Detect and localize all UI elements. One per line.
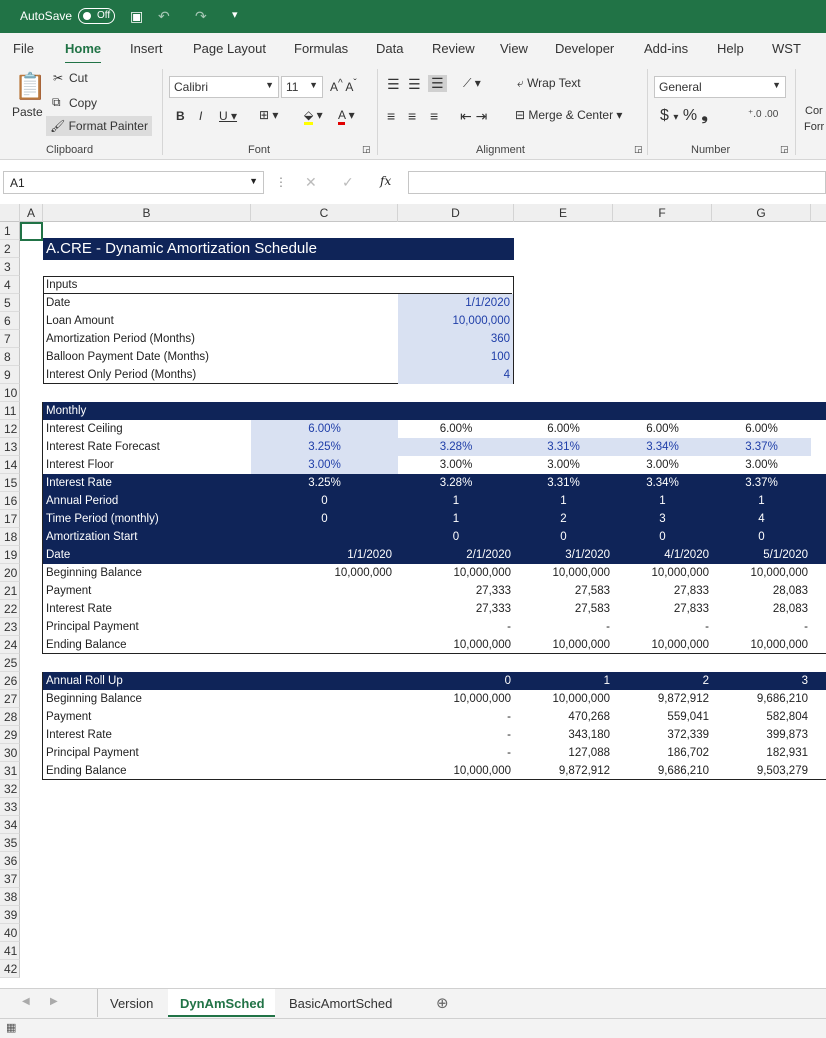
scroll-right-icon[interactable]: ▶ (50, 996, 58, 1007)
autosave-toggle[interactable]: Off (78, 8, 115, 24)
cell-c[interactable]: 3.00% (251, 456, 398, 474)
merge-center-button[interactable]: ⊟ Merge & Center ▾ (515, 108, 623, 122)
macro-record-icon[interactable]: ▦ (6, 1022, 17, 1034)
cell-f[interactable]: 0 (659, 531, 666, 543)
tab-file[interactable]: File (13, 41, 34, 56)
align-middle-icon[interactable]: ☰ (408, 76, 421, 92)
enter-icon[interactable]: ✓ (342, 174, 354, 190)
font-name-dropdown[interactable] (169, 76, 279, 98)
input-value[interactable]: 100 (398, 348, 513, 366)
input-value[interactable]: 10,000,000 (398, 312, 513, 330)
cell-g[interactable]: 182,931 (766, 747, 808, 759)
cell-c[interactable]: 3.25% (251, 438, 398, 456)
customize-qat-icon[interactable]: ▾ (232, 9, 238, 21)
cell-g[interactable]: 5/1/2020 (763, 549, 808, 561)
input-label[interactable]: Loan Amount (46, 315, 114, 327)
cell-d[interactable]: 0 (452, 531, 460, 543)
row-header[interactable]: 9 (0, 366, 20, 384)
cell-e[interactable]: 6.00% (547, 423, 580, 435)
row-header[interactable]: 24 (0, 636, 20, 654)
row-header[interactable]: 29 (0, 726, 20, 744)
sheet-tab-basicamortsched[interactable]: BasicAmortSched (289, 996, 393, 1011)
row-header[interactable]: 2 (0, 240, 20, 258)
cell-f[interactable]: 9,686,210 (657, 765, 709, 777)
input-value[interactable]: 1/1/2020 (398, 294, 513, 312)
tab-formulas[interactable]: Formulas (294, 41, 349, 56)
tab-insert[interactable]: Insert (130, 41, 163, 56)
add-sheet-icon[interactable]: ⊕ (436, 995, 449, 1012)
row-label[interactable]: Time Period (monthly) (43, 510, 251, 528)
insert-function-button[interactable]: fx (380, 174, 392, 188)
row-header[interactable]: 21 (0, 582, 20, 600)
row-header[interactable]: 4 (0, 276, 20, 294)
row-header[interactable]: 41 (0, 942, 20, 960)
row-label[interactable]: Interest Rate (46, 729, 112, 741)
increase-font-icon[interactable]: A^ $A^ˇ$ (330, 78, 357, 94)
row-header[interactable]: 13 (0, 438, 20, 456)
cell-g[interactable]: 3.00% (745, 459, 778, 471)
row-header[interactable]: 19 (0, 546, 20, 564)
input-value[interactable]: 360 (398, 330, 513, 348)
name-box[interactable] (3, 171, 264, 194)
cell-e[interactable]: 27,583 (574, 585, 610, 597)
separator (162, 69, 163, 155)
cell-d[interactable]: - (507, 747, 511, 759)
cell-f[interactable]: 6.00% (646, 423, 679, 435)
font-name-value: Calibri (174, 80, 209, 94)
copy-button[interactable]: Copy (69, 96, 98, 110)
select-all-corner[interactable] (0, 204, 20, 222)
decimal-icon[interactable]: ⁺.0 .00 (748, 109, 779, 120)
cell-d[interactable]: - (507, 711, 511, 723)
fill-color-icon[interactable]: ⬙ ▾ (304, 108, 323, 122)
cell-g[interactable]: 0 (758, 531, 765, 543)
cell-e[interactable]: 3.00% (547, 459, 580, 471)
active-cell[interactable] (20, 222, 43, 241)
row-header[interactable]: 38 (0, 888, 20, 906)
tab-home[interactable]: Home (65, 41, 102, 56)
format-painter-label: Format Painter (68, 119, 148, 133)
status-bar (0, 1018, 826, 1038)
dialog-launcher-icon[interactable]: ◲ (362, 144, 371, 154)
row-label[interactable]: Annual Period (43, 492, 251, 510)
orientation-icon[interactable]: ⟋ ▾ (463, 76, 481, 90)
row-header[interactable]: 25 (0, 654, 20, 672)
col-header-d[interactable]: D (398, 204, 514, 222)
row-header[interactable]: 32 (0, 780, 20, 798)
row-label[interactable]: Interest Floor (46, 459, 114, 471)
merge-center-label: Merge & Center (528, 108, 614, 122)
underline-icon[interactable]: U ▾ (219, 109, 238, 123)
cut-icon[interactable]: ✂ (53, 71, 64, 85)
row-header[interactable]: 12 (0, 420, 20, 438)
sheet-tabs-bar (0, 988, 826, 1018)
ribbon (0, 63, 826, 160)
cell-e[interactable]: 2 (560, 513, 567, 525)
cell-d[interactable]: - (507, 621, 511, 633)
row-label[interactable]: Amortization Start (43, 528, 251, 546)
border-bottom (42, 653, 826, 654)
row-header[interactable]: 11 (0, 402, 20, 420)
cell-c[interactable]: 6.00% (251, 420, 398, 438)
row-header[interactable]: 16 (0, 492, 20, 510)
cell-f[interactable]: 10,000,000 (651, 639, 709, 651)
sheet-tab-dynamsched[interactable]: DynAmSched (180, 996, 265, 1011)
input-label[interactable]: Interest Only Period (Months) (46, 369, 197, 381)
row-label[interactable]: Beginning Balance (46, 693, 142, 705)
cell-g[interactable]: 1 (758, 495, 765, 507)
cell-f[interactable]: 559,041 (667, 711, 709, 723)
annual-year-d[interactable]: 0 (504, 675, 511, 687)
cell-c[interactable]: 0 (321, 513, 328, 525)
cell-e[interactable]: 10,000,000 (552, 639, 610, 651)
row-header[interactable]: 42 (0, 960, 20, 978)
row-header[interactable]: 27 (0, 690, 20, 708)
row-label[interactable]: Principal Payment (46, 621, 139, 633)
row-header[interactable]: 15 (0, 474, 20, 492)
cell-c[interactable] (251, 618, 398, 636)
title-bar (0, 0, 826, 33)
cell-e[interactable]: 343,180 (568, 729, 610, 741)
cell-e[interactable]: 9,872,912 (558, 765, 610, 777)
row-label[interactable]: Interest Rate Forecast (46, 441, 160, 453)
align-center-icon[interactable]: ≡ (408, 108, 417, 124)
cell-d[interactable]: 3.28% (398, 438, 514, 456)
menu-bar (0, 33, 826, 63)
number-group-label: Number (691, 144, 731, 156)
col-header-g[interactable]: G (712, 204, 811, 222)
wrap-text-label: Wrap Text (527, 76, 581, 90)
inputs-header[interactable]: Inputs (43, 276, 512, 294)
font-group-label: Font (248, 144, 271, 156)
row-label[interactable]: Ending Balance (46, 639, 127, 651)
tab-review[interactable]: Review (432, 41, 475, 56)
cell-g[interactable]: 3.37% (745, 477, 778, 489)
align-right-icon[interactable]: ≡ (430, 108, 439, 124)
formula-bar (0, 169, 826, 197)
monthly-header[interactable]: Monthly (43, 402, 826, 420)
tab-add-ins[interactable]: Add-ins (644, 41, 689, 56)
row-label[interactable]: Payment (46, 711, 92, 723)
sheet-title[interactable]: A.CRE - Dynamic Amortization Schedule (43, 238, 514, 260)
row-header[interactable]: 39 (0, 906, 20, 924)
bold-icon[interactable]: B (176, 109, 185, 123)
separator (377, 69, 378, 155)
cell-d[interactable]: 27,333 (475, 585, 511, 597)
row-header[interactable]: 22 (0, 600, 20, 618)
cut-button[interactable]: Cut (69, 71, 88, 85)
cell-e[interactable]: - (606, 621, 610, 633)
cell-g[interactable]: 10,000,000 (750, 567, 808, 579)
col-header-e[interactable]: E (514, 204, 613, 222)
cell-d[interactable]: 10,000,000 (453, 693, 511, 705)
cell-f[interactable]: - (705, 621, 709, 633)
annual-header[interactable]: Annual Roll Up (43, 672, 826, 690)
row-label[interactable]: Beginning Balance (46, 567, 142, 579)
input-label[interactable]: Amortization Period (Months) (46, 333, 195, 345)
cell-d[interactable]: 3.28% (439, 477, 473, 489)
cell-g[interactable]: 3.37% (712, 438, 811, 456)
cell-d[interactable]: 6.00% (439, 423, 473, 435)
cell-g[interactable]: 399,873 (766, 729, 808, 741)
row-header[interactable]: 23 (0, 618, 20, 636)
cell-e[interactable]: 3.31% (514, 438, 613, 456)
cell-e[interactable]: 10,000,000 (552, 567, 610, 579)
undo-icon[interactable]: ↶ (158, 8, 170, 24)
borders-icon[interactable]: ⊞ ▾ (259, 108, 279, 122)
row-header[interactable]: 36 (0, 852, 20, 870)
cell-g[interactable]: 582,804 (766, 711, 808, 723)
cell-f[interactable]: 4/1/2020 (664, 549, 709, 561)
cell-f[interactable]: 372,339 (667, 729, 709, 741)
cell-e[interactable]: 0 (560, 531, 567, 543)
row-header[interactable]: 35 (0, 834, 20, 852)
formula-bar-grip-icon: ⋮ (275, 175, 287, 189)
col-header-b[interactable]: B (43, 204, 251, 222)
paste-button[interactable]: Paste (12, 105, 43, 119)
cell-d[interactable]: 1 (452, 513, 460, 525)
copy-icon[interactable]: ⧉ (52, 95, 61, 109)
cell-d[interactable]: - (507, 729, 511, 741)
font-size-value: 11 (286, 80, 299, 94)
cell-d[interactable]: 10,000,000 (453, 639, 511, 651)
row-label[interactable]: Interest Ceiling (46, 423, 123, 435)
row-header[interactable]: 14 (0, 456, 20, 474)
cell-d[interactable]: 27,333 (475, 603, 511, 615)
separator (795, 69, 796, 155)
row-label[interactable]: Interest Rate (46, 603, 112, 615)
redo-icon[interactable]: ↷ (195, 8, 207, 24)
cell-g[interactable]: 28,083 (772, 603, 808, 615)
row-header[interactable]: 33 (0, 798, 20, 816)
tab-developer[interactable]: Developer (555, 41, 615, 56)
cell-f[interactable]: 186,702 (667, 747, 709, 759)
row-header[interactable]: 6 (0, 312, 20, 330)
input-label[interactable]: Date (46, 297, 71, 309)
row-header[interactable]: 37 (0, 870, 20, 888)
cell-e[interactable]: 3/1/2020 (565, 549, 610, 561)
cell-c[interactable] (251, 528, 398, 546)
border-left (42, 402, 43, 654)
cell-d[interactable]: 1 (452, 495, 460, 507)
cell-f[interactable]: 10,000,000 (651, 567, 709, 579)
annual-year-e[interactable]: 1 (603, 675, 610, 687)
chevron-down-icon: ▼ (249, 176, 258, 186)
cancel-icon[interactable]: ✕ (305, 174, 317, 190)
cell-f[interactable]: 3 (659, 513, 666, 525)
annual-year-g[interactable]: 3 (801, 675, 808, 687)
tab-separator (97, 989, 98, 1017)
wrap-text-button[interactable]: ⤶ Wrap Text (517, 76, 581, 90)
align-bottom-icon[interactable]: ☰ (428, 75, 447, 92)
cell-f[interactable]: 27,833 (673, 603, 709, 615)
indent-icon[interactable]: ⇤ ⇥ (460, 108, 488, 124)
tab-wst[interactable]: WST (772, 41, 801, 56)
border-left (42, 672, 43, 780)
row-label[interactable]: Interest Rate (43, 474, 251, 492)
cell-e[interactable]: 10,000,000 (552, 693, 610, 705)
tab-page-layout[interactable]: Page Layout (193, 41, 267, 56)
row-header[interactable]: 7 (0, 330, 20, 348)
row-header[interactable]: 28 (0, 708, 20, 726)
cell-d[interactable]: 2/1/2020 (466, 549, 511, 561)
currency-icon[interactable]: $ ▾ % ❟ (660, 107, 708, 124)
cell-g[interactable]: - (804, 621, 808, 633)
column-headers (0, 204, 826, 222)
cell-f[interactable]: 3.00% (646, 459, 679, 471)
cell-g[interactable]: 10,000,000 (750, 639, 808, 651)
row-header[interactable]: 30 (0, 744, 20, 762)
number-format-value: General (659, 80, 702, 94)
row-header[interactable]: 26 (0, 672, 20, 690)
cell-e[interactable]: 3.31% (547, 477, 580, 489)
border-bottom (42, 779, 826, 780)
clipboard-group-label: Clipboard (46, 144, 94, 156)
cell-c[interactable] (251, 600, 398, 618)
cell-e[interactable]: 127,088 (568, 747, 610, 759)
cell-c[interactable]: 1/1/2020 (347, 549, 392, 561)
align-top-icon[interactable]: ☰ (387, 76, 400, 92)
row-header[interactable]: 5 (0, 294, 20, 312)
row-label[interactable]: Principal Payment (46, 747, 139, 759)
cell-e[interactable]: 470,268 (568, 711, 610, 723)
worksheet[interactable] (0, 204, 826, 988)
save-icon[interactable]: ▣ (130, 8, 144, 24)
row-header[interactable]: 18 (0, 528, 20, 546)
cell-g[interactable]: 6.00% (745, 423, 778, 435)
row-header[interactable]: 20 (0, 564, 20, 582)
dialog-launcher-icon[interactable]: ◲ (634, 144, 643, 154)
chevron-down-icon: ▼ (772, 80, 781, 90)
cell-d[interactable]: 10,000,000 (453, 765, 511, 777)
cell-c[interactable] (251, 636, 398, 654)
cell-c[interactable]: 0 (321, 495, 328, 507)
formula-input[interactable] (408, 171, 826, 194)
cell-g[interactable]: 9,503,279 (756, 765, 808, 777)
col-header-c[interactable]: C (251, 204, 398, 222)
cell-c[interactable]: 3.25% (308, 477, 341, 489)
cell-g[interactable]: 28,083 (772, 585, 808, 597)
alignment-group-label: Alignment (476, 144, 525, 156)
row-header[interactable]: 34 (0, 816, 20, 834)
conditional-formatting-label[interactable]: Cor (805, 105, 823, 117)
annual-year-f[interactable]: 2 (702, 675, 709, 687)
cell-g[interactable]: 9,686,210 (756, 693, 808, 705)
cell-e[interactable]: 27,583 (574, 603, 610, 615)
row-header[interactable]: 40 (0, 924, 20, 942)
scroll-left-icon[interactable]: ◀ (22, 996, 30, 1007)
chevron-down-icon: ▼ (309, 80, 318, 90)
cell-f[interactable]: 1 (659, 495, 666, 507)
col-header-a[interactable]: A (20, 204, 43, 222)
row-header[interactable]: 3 (0, 258, 20, 276)
cell-f[interactable]: 3.34% (646, 477, 679, 489)
cell-d[interactable]: 10,000,000 (453, 567, 511, 579)
format-painter-button[interactable]: 🖌 Format Painter (46, 116, 152, 136)
cell-c[interactable]: 10,000,000 (334, 567, 392, 579)
font-color-icon[interactable]: A ▾ (338, 108, 355, 122)
row-header[interactable]: 8 (0, 348, 20, 366)
input-label[interactable]: Balloon Payment Date (Months) (46, 351, 209, 363)
cell-f[interactable]: 27,833 (673, 585, 709, 597)
chevron-down-icon: ▼ (265, 80, 274, 90)
italic-icon[interactable]: I (199, 109, 203, 123)
autosave-label: AutoSave (20, 9, 73, 23)
cell-d[interactable]: 3.00% (439, 459, 473, 471)
cell-g[interactable]: 4 (758, 513, 765, 525)
row-label[interactable]: Ending Balance (46, 765, 127, 777)
paste-icon[interactable]: 📋 (14, 71, 47, 101)
row-label[interactable]: Payment (46, 585, 92, 597)
name-box-value: A1 (10, 176, 25, 190)
conditional-formatting-label-2[interactable]: Forr (804, 121, 825, 133)
dialog-launcher-icon[interactable]: ◲ (780, 144, 789, 154)
tab-data[interactable]: Data (376, 41, 404, 56)
align-left-icon[interactable]: ≡ (387, 108, 396, 124)
cell-f[interactable]: 9,872,912 (657, 693, 709, 705)
row-header[interactable]: 17 (0, 510, 20, 528)
col-header-f[interactable]: F (613, 204, 712, 222)
font-size-dropdown[interactable] (281, 76, 323, 98)
tab-view[interactable]: View (500, 41, 528, 56)
sheet-tab-version[interactable]: Version (110, 996, 154, 1011)
row-label[interactable]: Date (43, 546, 251, 564)
separator (647, 69, 648, 155)
number-format-dropdown[interactable] (654, 76, 786, 98)
tab-help[interactable]: Help (717, 41, 744, 56)
input-value[interactable]: 4 (398, 366, 513, 384)
cell-f[interactable]: 3.34% (613, 438, 712, 456)
cell-e[interactable]: 1 (560, 495, 567, 507)
row-header[interactable]: 1 (0, 222, 20, 240)
cell-c[interactable] (251, 582, 398, 600)
row-header[interactable]: 31 (0, 762, 20, 780)
row-header[interactable]: 10 (0, 384, 20, 402)
